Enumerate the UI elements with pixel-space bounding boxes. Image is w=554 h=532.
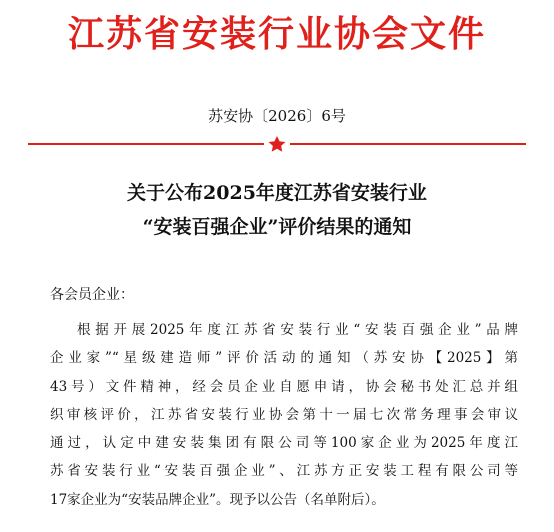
body-line: 企业家”“星级建造师”评价活动的通知（苏安协【2025】第	[50, 350, 518, 367]
salutation: 各会员企业：	[50, 287, 134, 303]
header-divider	[28, 136, 526, 152]
body-line: 苏省安装行业“安装百强企业”、江苏方正安装工程有限公司等	[50, 463, 518, 480]
issuer-header-title: 江苏省安装行业协会文件	[67, 13, 486, 55]
notice-title-line-2: “安装百强企业”评价结果的通知	[142, 216, 412, 238]
star-icon	[269, 136, 286, 152]
body-line: 17家企业为“安装品牌企业”。现予以公告（名单附后）。	[50, 491, 385, 508]
notice-title-line-1: 关于公布2025年度江苏省安装行业	[127, 182, 427, 204]
body-line: 通过，认定中建安装集团有限公司等100家企业为2025年度江	[50, 435, 518, 452]
notice-title	[0, 176, 554, 244]
body-line: 43号）文件精神，经会员企业自愿申请，协会秘书处汇总并组	[50, 378, 518, 395]
body-paragraph	[50, 316, 518, 514]
body-line: 根据开展2025年度江苏省安装行业“安装百强企业”品牌	[77, 322, 518, 338]
body-line: 织审核评价，江苏省安装行业协会第十一届七次常务理事会审议	[50, 406, 518, 423]
document-number: 苏安协〔2026〕6号	[208, 107, 346, 125]
